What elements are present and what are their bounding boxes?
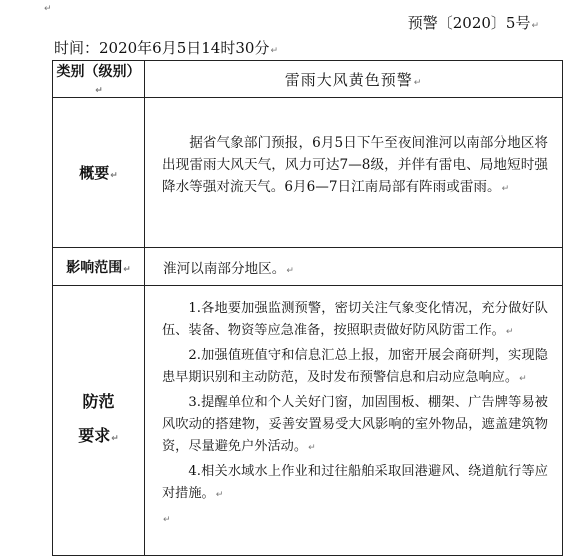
issue-time-text: 时间：2020年6月5日14时30分 bbox=[54, 39, 270, 57]
document-number bbox=[408, 12, 539, 33]
paragraph-mark: ↵ bbox=[44, 4, 52, 14]
summary-label: 概要 bbox=[79, 164, 110, 182]
scope-text-cell bbox=[145, 248, 563, 286]
requirement-item bbox=[162, 298, 548, 343]
scope-text: 淮河以南部分地区。 bbox=[163, 260, 286, 277]
scope-label: 影响范围 bbox=[66, 259, 123, 276]
paragraph-mark: ↵ bbox=[501, 184, 510, 194]
paragraph-mark: ↵ bbox=[111, 434, 119, 444]
requirement-text: 3.提醒单位和个人关好门窗，加固围板、棚架、广告牌等易被风吹动的搭建物，妥善安置易受大风影响的室外物品，遮盖建筑物资，尽量避免户外活动。 bbox=[162, 395, 548, 454]
requirements-label-cell bbox=[53, 286, 145, 556]
requirements-label-line2: 要求 bbox=[78, 426, 111, 445]
requirement-item bbox=[162, 461, 548, 506]
paragraph-mark: ↵ bbox=[531, 21, 539, 31]
paragraph-mark: ↵ bbox=[308, 443, 316, 453]
requirement-text: 1.各地要加强监测预警，密切关注气象变化情况，充分做好队伍、装备、物资等应急准备，按照职责做好防风防雷工作。 bbox=[162, 301, 548, 338]
alert-table bbox=[52, 60, 563, 556]
scope-label-cell bbox=[53, 248, 145, 286]
issue-time bbox=[54, 37, 278, 58]
category-value-cell bbox=[145, 61, 563, 98]
table-row-requirements bbox=[53, 286, 563, 556]
category-label: 类别（级别） bbox=[56, 64, 141, 80]
document-number-text: 预警〔2020〕5号 bbox=[407, 14, 531, 32]
paragraph-mark: ↵ bbox=[519, 374, 527, 384]
summary-text-cell bbox=[145, 98, 563, 248]
table-row-category bbox=[53, 61, 563, 98]
category-value: 雷雨大风黄色预警 bbox=[284, 70, 413, 89]
paragraph-mark: ↵ bbox=[123, 264, 131, 275]
summary-text: 据省气象部门预报，6月5日下午至夜间淮河以南部分地区将出现雷雨大风天气，风力可达7—8级，并伴有雷电、局地短时强降水等强对流天气。6月6—7日江南局部有阵雨或雷雨。 bbox=[162, 135, 548, 195]
requirement-item bbox=[162, 392, 548, 459]
requirement-text: 4.相关水域水上作业和过往船舶采取回港避风、绕道航行等应对措施。 bbox=[162, 464, 548, 501]
paragraph-mark: ↵ bbox=[270, 46, 278, 56]
paragraph-mark: ↵ bbox=[215, 490, 224, 500]
category-label-cell bbox=[53, 61, 145, 98]
requirements-cell bbox=[145, 286, 563, 556]
paragraph-mark: ↵ bbox=[413, 77, 423, 88]
requirement-item bbox=[162, 345, 548, 390]
table-row-summary bbox=[53, 98, 563, 248]
table-row-scope bbox=[53, 248, 563, 286]
summary-label-cell bbox=[53, 98, 145, 248]
paragraph-mark: ↵ bbox=[110, 171, 118, 181]
paragraph-mark: ↵ bbox=[286, 265, 294, 276]
requirement-text: 2.加强值班值守和信息汇总上报，加密开展会商研判，实现隐患早期识别和主动防范，及时发布预警信息和启动应急响应。 bbox=[162, 348, 548, 385]
paragraph-mark: ↵ bbox=[505, 327, 514, 337]
paragraph-mark: ↵ bbox=[163, 515, 171, 525]
paragraph-mark: ↵ bbox=[95, 86, 103, 96]
requirements-label-line1: 防范 bbox=[82, 392, 115, 411]
